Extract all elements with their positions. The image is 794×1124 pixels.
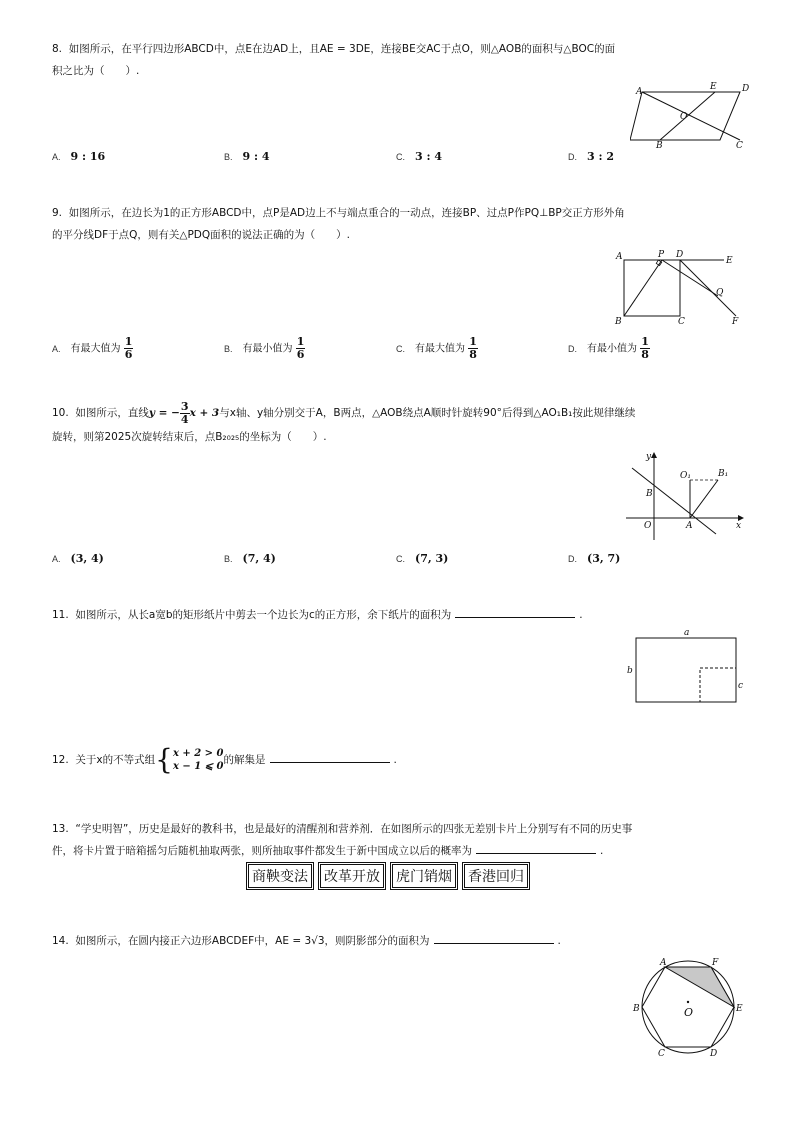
history-cards: [248, 864, 536, 888]
square-abcd: [624, 260, 680, 316]
label-a: A: [636, 87, 643, 97]
label-b: B: [656, 141, 663, 150]
label-e: E: [736, 1004, 743, 1014]
card-reform-opening: 改革开放: [320, 864, 384, 888]
question-8: [52, 38, 752, 82]
question-8-text-line1: 8. 如图所示，在平行四边形ABCD中，点E在边AD上，且AE = 3DE，连接BE交AC于点O，则△AOB的面积与△BOC的面: [52, 43, 616, 55]
question-11-text: 11. 如图所示，从长a宽b的矩形纸片中剪去一个边长为c的正方形，余下纸片的面积为 .: [52, 604, 752, 626]
card-humen: 虎门销烟: [392, 864, 456, 888]
option-a[interactable]: A. (3, 4): [52, 552, 104, 565]
label-c: c: [738, 681, 744, 691]
question-13-text-line1: 13. “学史明智”，历史是最好的教科书，也是最好的清醒剂和营养剂．在如图所示的四张无差别卡片上分别写有不同的历史事: [52, 823, 633, 835]
label-e: E: [726, 256, 733, 266]
question-13: [52, 818, 752, 862]
option-a[interactable]: A. 有最大值为 $\frac{1}{6}$: [52, 335, 133, 361]
cut-square-c: [700, 668, 736, 702]
label-a: A: [660, 958, 667, 968]
question-11: [52, 604, 752, 626]
option-d[interactable]: D. (3, 7): [568, 552, 621, 565]
label-a: A: [686, 521, 693, 531]
answer-blank[interactable]: [455, 605, 575, 618]
option-c[interactable]: C. 有最大值为 $\frac{1}{8}$: [396, 335, 477, 361]
rectangle-figure: [624, 626, 748, 706]
question-14: [52, 930, 752, 952]
rectangle-ab: [636, 638, 736, 702]
diagonal-ac: [642, 92, 740, 140]
label-x: x: [736, 521, 742, 531]
answer-blank[interactable]: [434, 931, 554, 944]
question-12: [52, 743, 752, 776]
label-b: B: [646, 489, 653, 499]
coordinate-figure: [622, 448, 746, 544]
option-a[interactable]: A. 9 : 16: [52, 150, 106, 163]
label-o: O: [680, 112, 688, 122]
question-9: [52, 202, 752, 246]
label-o: O: [684, 1006, 694, 1019]
hexagon-figure: [628, 954, 748, 1058]
segment-pq: [662, 260, 718, 296]
question-13-text-line2: 件，将卡片置于暗箱摇匀后随机抽取两张，则所抽取事件都发生于新中国成立以后的概率为 .: [52, 840, 752, 862]
card-shang-yang: 商鞅变法: [248, 864, 312, 888]
shaded-region: [665, 967, 734, 1007]
label-f: F: [732, 317, 739, 327]
option-d[interactable]: D. 有最小值为 $\frac{1}{8}$: [568, 335, 649, 361]
option-b[interactable]: B. (7, 4): [224, 552, 276, 565]
label-a: A: [616, 252, 623, 262]
label-f: F: [712, 958, 719, 968]
label-d: D: [742, 84, 750, 94]
label-b1: B₁: [718, 469, 729, 479]
label-q: Q: [716, 288, 724, 298]
option-c[interactable]: C. 3 : 4: [396, 150, 443, 163]
question-8-options: [52, 150, 742, 176]
label-y: y: [646, 452, 652, 462]
segment-bp: [624, 260, 662, 316]
bisector-df: [680, 260, 736, 316]
parallelogram-figure: [630, 82, 750, 150]
center-dot: [687, 1001, 689, 1003]
question-8-text-line2: 积之比为（ ）.: [52, 65, 140, 77]
label-d: D: [710, 1049, 718, 1058]
label-a: a: [684, 628, 690, 638]
label-p: P: [658, 250, 665, 260]
question-12-text: 12. 关于x的不等式组{ x + 2 > 0 x − 1 ⩽ 0 的解集是 .: [52, 743, 397, 776]
question-10: [52, 400, 752, 448]
question-10-options: [52, 552, 742, 578]
option-b[interactable]: B. 9 : 4: [224, 150, 270, 163]
label-b: b: [627, 666, 633, 676]
option-c[interactable]: C. (7, 3): [396, 552, 449, 565]
label-b: B: [633, 1004, 640, 1014]
answer-blank[interactable]: [270, 750, 390, 763]
label-o: O: [644, 521, 652, 531]
square-figure: [612, 250, 744, 330]
question-10-text-line2: 旋转，则第2025次旋转结束后，点B₂₀₂₅的坐标为（ ）.: [52, 431, 327, 443]
label-o1: O₁: [680, 471, 691, 481]
y-axis-arrow: [651, 452, 657, 458]
question-9-options: [52, 336, 742, 370]
segment-be: [660, 92, 715, 140]
question-9-text-line1: 9. 如图所示，在边长为1的正方形ABCD中，点P是AD边上不与端点重合的一动点，连接BP、过点P作PQ⊥BP交正方形外角: [52, 207, 625, 219]
question-10-text-line1: 10. 如图所示，直线y = − $\frac{3}{4}$ x + 3与x轴、y轴分别交于A，B两点，△AOB绕点A顺时针旋转90°后得到△AO₁B₁按此规律继续: [52, 399, 636, 426]
answer-blank[interactable]: [476, 841, 596, 854]
option-b[interactable]: B. 有最小值为 $\frac{1}{6}$: [224, 335, 305, 361]
brace-icon: {: [155, 743, 173, 776]
label-e: E: [710, 82, 717, 92]
label-c: C: [736, 141, 743, 150]
label-d: D: [676, 250, 684, 260]
option-d[interactable]: D. 3 : 2: [568, 150, 615, 163]
question-14-text: 14. 如图所示，在圆内接正六边形ABCDEF中，AE = 3√3，则阴影部分的面积为 .: [52, 930, 752, 952]
label-c: C: [658, 1049, 665, 1058]
segment-b1-a: [690, 480, 718, 518]
question-9-text-line2: 的平分线DF于点Q，则有关△PDQ面积的说法正确的为（ ）.: [52, 229, 350, 241]
card-hong-kong: 香港回归: [464, 864, 528, 888]
label-b: B: [615, 317, 622, 327]
label-c: C: [678, 317, 685, 327]
